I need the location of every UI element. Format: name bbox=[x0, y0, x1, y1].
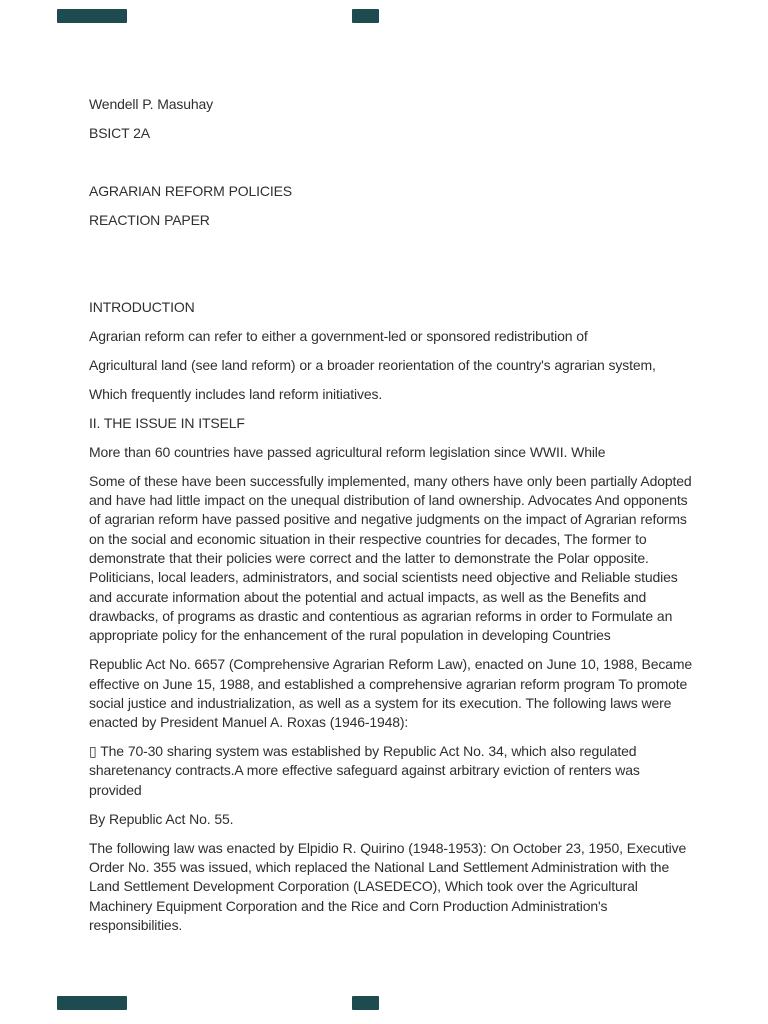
introduction-line-3: Which frequently includes land reform initiatives. bbox=[89, 385, 383, 402]
footer-redacted-text-bar-right bbox=[352, 996, 379, 1010]
header-redacted-text-bar-left bbox=[57, 9, 127, 23]
author-name: Wendell P. Masuhay bbox=[89, 96, 214, 112]
course-section: BSICT 2A bbox=[89, 124, 150, 141]
ra6657-paragraph: Republic Act No. 6657 (Comprehensive Agrarian Reform Law), enacted on June 10, 1988, Became effective on June 15, 1988, and established a comprehensive agrarian reform program To promote social justice and industrialization, as well as a system for its execution. The following laws were enacted by President Manuel A. Roxas (1946-1948): bbox=[89, 656, 692, 731]
document-title: AGRARIAN REFORM POLICIES bbox=[89, 182, 292, 199]
header-redacted-text-bar-right bbox=[352, 9, 379, 23]
introduction-heading: INTRODUCTION bbox=[89, 298, 195, 315]
issue-section-heading: II. THE ISSUE IN ITSELF bbox=[89, 414, 245, 431]
issue-body-paragraph: Some of these have been successfully implemented, many others have only been partially Adopted and have had little impact on the unequal distribution of land ownership. Advocates And opponents of agrarian reform have passed positive and negative judgments on the impact of Agrarian reforms on the social and economic situation in their respective countries for decades, The former to demonstrate that their policies were correct and the latter to demonstrate the Polar opposite. Politicians, local leaders, administrators, and social scientists need objective and Reliable studies and accurate information about the potential and actual impacts, as well as the Benefits and drawbacks, of programs as drastic and contentious as agrarian reforms in order to Formulate an appropriate policy for the enhancement of the rural population in developing Countries bbox=[89, 472, 692, 644]
issue-lead-line: More than 60 countries have passed agricultural reform legislation since WWII. While bbox=[89, 443, 606, 460]
quirino-paragraph: The following law was enacted by Elpidio R. Quirino (1948-1953): On October 23, 1950, Executive Order No. 355 was issued, which replaced the National Land Settlement Administration with the Land Settlement Development Corporation (LASEDECO), Which took over the Agricultural Machinery Equipment Corporation and the Rice and Corn Production Administration's responsibilities. bbox=[89, 839, 687, 933]
introduction-line-2: Agricultural land (see land reform) or a broader reorientation of the country's agrarian system, bbox=[89, 356, 656, 373]
ra55-line: By Republic Act No. 55. bbox=[89, 810, 234, 827]
document-subtitle: REACTION PAPER bbox=[89, 211, 210, 228]
introduction-line-1: Agrarian reform can refer to either a government-led or sponsored redistribution of bbox=[89, 327, 588, 344]
sharing-system-bullet-paragraph: ▯ The 70-30 sharing system was established by Republic Act No. 34, which also regulated sharetenancy contracts.A more effective safeguard against arbitrary eviction of renters was provided bbox=[89, 743, 640, 798]
document-body bbox=[89, 95, 695, 945]
footer-redacted-text-bar-left bbox=[57, 996, 127, 1010]
